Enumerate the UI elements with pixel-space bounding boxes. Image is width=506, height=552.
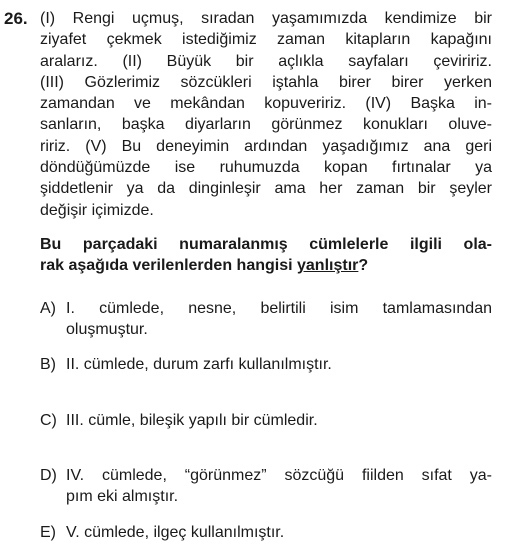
passage-line: aralarız. (II) Büyük bir açlıkla sayfaları çeviririz. — [40, 52, 492, 70]
stem-line — [40, 255, 492, 276]
option-a[interactable] — [40, 298, 492, 341]
option-text: V. cümlede, ilgeç kullanılmıştır. — [66, 524, 285, 541]
option-b[interactable] — [40, 354, 492, 375]
stem-text: ? — [358, 257, 369, 275]
option-letter: B) — [40, 356, 56, 373]
passage-line: döndüğümüzde ise ruhumuzda kopan fırtınalar ya — [40, 159, 492, 177]
passage-line: ziyafet çekmek istediğimiz zaman kitapların kapağını — [40, 31, 492, 49]
option-letter: C) — [40, 412, 57, 429]
passage — [40, 8, 492, 221]
option-letter: D) — [40, 467, 57, 484]
question-stem — [40, 234, 492, 277]
option-text: III. cümle, bileşik yapılı bir cümledir. — [66, 412, 318, 429]
passage-line: ririz. (V) Bu deneyimin ardından yaşadığımız ana geri — [40, 137, 492, 155]
question-number: 26. — [4, 9, 28, 28]
option-e[interactable] — [40, 522, 492, 543]
option-c[interactable] — [40, 410, 492, 431]
option-text: I. cümlede, nesne, belirtili isim tamlamasından — [66, 300, 492, 317]
passage-line: zamandan ve mekândan kopuveririz. (IV) Başka in- — [40, 95, 492, 113]
option-text: II. cümlede, durum zarfı kullanılmıştır. — [66, 356, 332, 373]
option-text: oluşmuştur. — [66, 321, 148, 339]
passage-line: şiddetlenir ya da dinginleşir ama her zaman bir şeyler — [40, 180, 492, 198]
passage-line: sanların, başka diyarların görünmez konukları oluve- — [40, 116, 492, 134]
stem-line: Bu parçadaki numaralanmış cümlelerle ilgili ola- — [40, 236, 492, 253]
option-text: pım eki almıştır. — [66, 488, 179, 506]
option-text: IV. cümlede, “görünmez” sözcüğü fiilden sıfat ya- — [66, 467, 492, 484]
option-letter: A) — [40, 300, 56, 317]
option-letter: E) — [40, 524, 56, 541]
passage-line: değişir içimizde. — [40, 201, 154, 219]
stem-underlined-word: yanlıştır — [297, 257, 359, 275]
stem-text: rak aşağıda verilenlerden hangisi — [40, 257, 297, 275]
passage-line: (I) Rengi uçmuş, sıradan yaşamımızda kendimize bir — [40, 10, 492, 27]
passage-line: (III) Gözlerimiz sözcükleri iştahla birer birer yerken — [40, 73, 492, 91]
option-d[interactable] — [40, 465, 492, 508]
